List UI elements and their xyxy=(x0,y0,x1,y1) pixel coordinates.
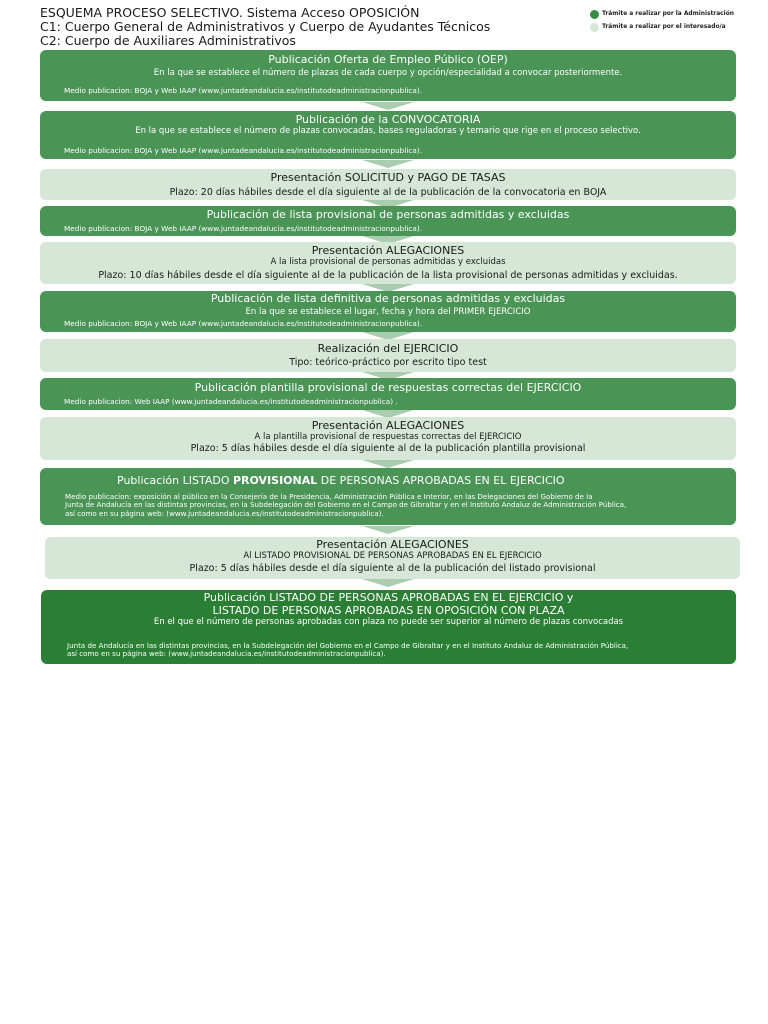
step-desc: Tipo: teórico-práctico por escrito tipo test xyxy=(289,357,487,368)
step-desc: A la lista provisional de personas admitidas y excluidas xyxy=(270,257,506,267)
step-oep xyxy=(40,50,736,101)
step-lista-definitiva xyxy=(40,291,736,332)
step-title: Publicación de lista provisional de personas admitidas y excluidas xyxy=(206,208,570,221)
step-convocatoria xyxy=(40,111,736,159)
flow-arrow xyxy=(362,160,414,168)
legend xyxy=(590,8,765,34)
step-medio: Medio publicacion: Web IAAP (www.juntadeandalucia.es/institutodeadministracionpublica) . xyxy=(64,397,398,406)
step-medio: Medio publicacion: BOJA y Web IAAP (www.juntadeandalucia.es/institutodeadministracionpublica). xyxy=(64,86,423,95)
step-plantilla xyxy=(40,378,736,410)
step-desc: Al LISTADO PROVISIONAL DE PERSONAS APROBADAS EN EL EJERCICIO xyxy=(243,551,542,561)
step-medio-2: Junta de Andalucía en las distintas provincias, en la Subdelegación del Gobierno en el Campo de Gibraltar y en el Instituto Andaluz de Administración Pública, xyxy=(65,500,627,510)
step-plazo: Plazo: 5 días hábiles desde el día siguiente al de la publicación del listado provisional xyxy=(189,563,596,574)
step-title: Presentación SOLICITUD y PAGO DE TASAS xyxy=(270,171,506,184)
step-lista-provisional xyxy=(40,206,736,236)
step-desc: Plazo: 20 días hábiles desde el día siguiente al de la publicación de la convocatoria en BOJA xyxy=(169,187,607,198)
step-title: Publicación LISTADO PROVISIONAL DE PERSONAS APROBADAS EN EL EJERCICIO xyxy=(117,474,565,487)
step-title: Publicación de la CONVOCATORIA xyxy=(295,113,481,126)
step-solicitud xyxy=(40,169,736,200)
page-title: ESQUEMA PROCESO SELECTIVO. Sistema Acceso OPOSICIÓN xyxy=(40,5,420,20)
step-desc: En el que el número de personas aprobadas con plaza no puede ser superior al número de plazas convocadas xyxy=(153,617,624,627)
step-medio: Medio publicacion: BOJA y Web IAAP (www.juntadeandalucia.es/institutodeadministracionpublica). xyxy=(64,224,423,233)
step-medio-2: así como en su página web: (www.juntadeandalucia.es/institutodeadministracionpublica). xyxy=(67,649,386,659)
step-title-1: Publicación LISTADO DE PERSONAS APROBADAS EN EL EJERCICIO y xyxy=(203,591,574,604)
step-medio: Medio publicacion: BOJA y Web IAAP (www.juntadeandalucia.es/institutodeadministracionpublica). xyxy=(64,146,423,155)
step-alegaciones-3 xyxy=(45,537,740,579)
step-alegaciones-2 xyxy=(40,417,736,460)
flow-arrow xyxy=(362,102,414,110)
legend-item-interesado: Trámite a realizar por el interesado/a xyxy=(590,21,765,33)
step-ejercicio xyxy=(40,339,736,372)
step-title: Publicación Oferta de Empleo Público (OEP) xyxy=(268,53,508,66)
flow-arrow xyxy=(362,579,414,587)
interesado-dot-icon xyxy=(590,23,599,32)
step-medio-1: Medio publicacion: exposición al público en la Consejería de la Presidencia, Administración Pública e Interior, en las Delegaciones del Gobierno de la xyxy=(65,492,593,501)
step-title-2: LISTADO DE PERSONAS APROBADAS EN OPOSICIÓN CON PLAZA xyxy=(212,604,565,617)
step-title: Realización del EJERCICIO xyxy=(317,342,459,355)
step-plazo: Plazo: 10 días hábiles desde el día siguiente al de la publicación de la lista provisional de personas admitidas y excluidas. xyxy=(98,270,678,281)
flow-arrow xyxy=(362,526,414,534)
page-header xyxy=(40,6,560,48)
step-listado-provisional xyxy=(40,468,736,525)
step-medio-3: así como en su página web: (www.juntadeandalucia.es/institutodeadministracionpublica). xyxy=(65,508,384,518)
step-title: Presentación ALEGACIONES xyxy=(311,419,465,432)
legend-item-admin: Trámite a realizar por la Administración xyxy=(590,8,765,20)
step-title: Presentación ALEGACIONES xyxy=(311,244,465,257)
step-desc: En la que se establece el número de plazas convocadas, bases reguladoras y temario que rige en el proceso selectivo. xyxy=(135,126,641,136)
step-alegaciones-1 xyxy=(40,242,736,284)
subtitle-c2: C2: Cuerpo de Auxiliares Administrativos xyxy=(40,33,296,48)
step-title: Presentación ALEGACIONES xyxy=(316,538,469,551)
step-title: Publicación plantilla provisional de respuestas correctas del EJERCICIO xyxy=(194,381,582,394)
step-title: Publicación de lista definitiva de personas admitidas y excluidas xyxy=(210,292,566,305)
flow-arrow xyxy=(362,460,414,468)
step-desc: En la que se establece el lugar, fecha y hora del PRIMER EJERCICIO xyxy=(245,307,531,317)
step-desc: En la que se establece el número de plazas de cada cuerpo y opción/especialidad a convocar posteriormente. xyxy=(153,68,623,78)
step-final xyxy=(41,590,736,664)
step-medio-1: Junta de Andalucía en las distintas provincias, en la Subdelegación del Gobierno en el Campo de Gibraltar y en el Instituto Andaluz de Administración Pública, xyxy=(67,641,629,650)
step-desc: A la plantilla provisional de respuestas correctas del EJERCICIO xyxy=(254,432,522,442)
step-plazo: Plazo: 5 días hábiles desde el día siguiente al de la publicación plantilla provisional xyxy=(190,443,586,454)
step-medio: Medio publicacion: BOJA y Web IAAP (www.juntadeandalucia.es/institutodeadministracionpublica). xyxy=(64,319,423,328)
admin-dot-icon xyxy=(590,10,599,19)
subtitle-c1: C1: Cuerpo General de Administrativos y Cuerpo de Ayudantes Técnicos xyxy=(40,19,491,34)
